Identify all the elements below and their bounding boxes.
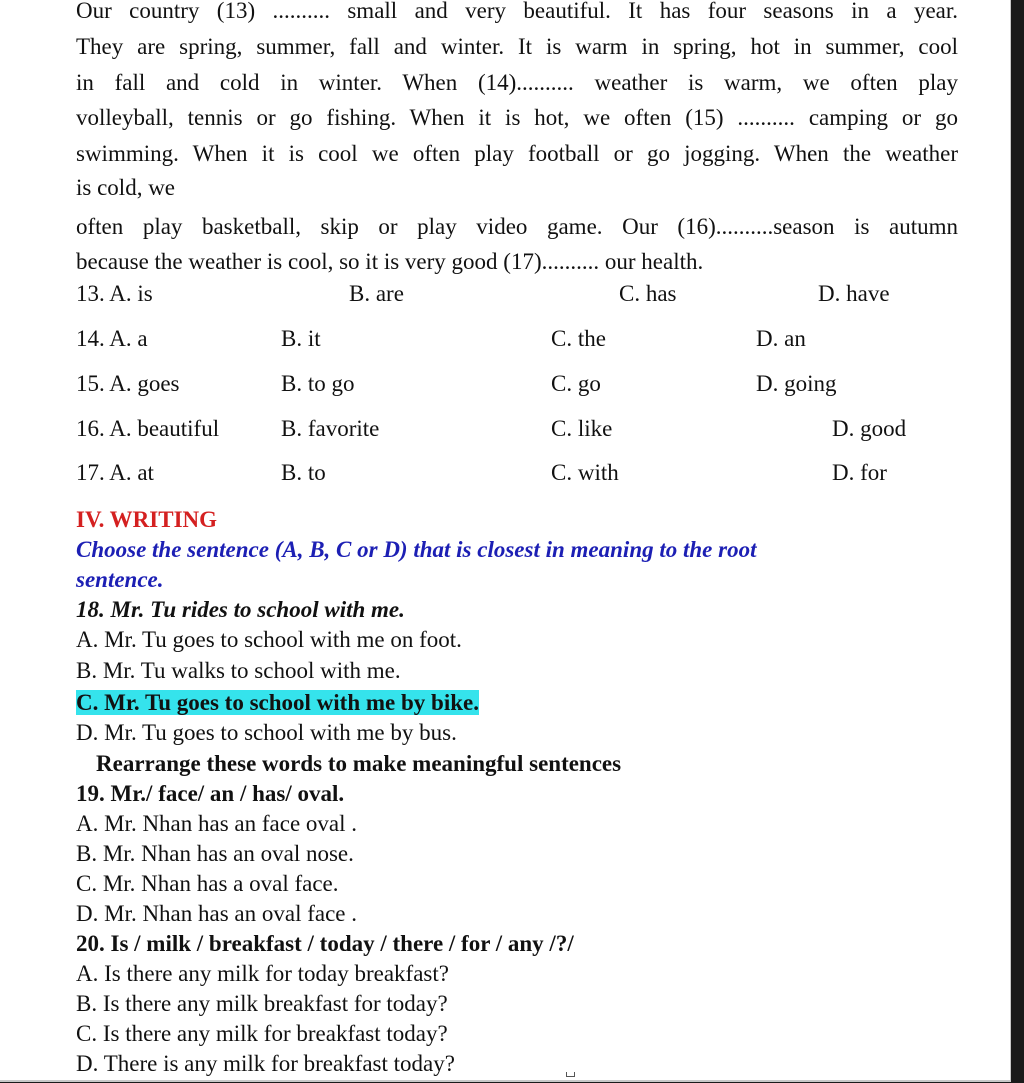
- passage-line-7: often play basketball, skip or play video game. Our (16)..........season is autumn: [76, 214, 958, 239]
- q17-option-c: C. with: [551, 460, 619, 485]
- q20-option-a: A. Is there any milk for today breakfast?: [76, 961, 449, 986]
- q19-option-a: A. Mr. Nhan has an face oval .: [76, 811, 358, 836]
- passage-line-5: swimming. When it is cool we often play football or go jogging. When the weather: [76, 141, 958, 166]
- q18-option-b: B. Mr. Tu walks to school with me.: [76, 658, 401, 683]
- q17-option-d: D. for: [832, 460, 887, 485]
- q13-option-c: C. has: [619, 281, 677, 306]
- q16-option-a: 16. A. beautiful: [76, 416, 220, 441]
- q13-option-b: B. are: [349, 281, 404, 306]
- q17-option-b: B. to: [281, 460, 326, 485]
- passage-line-3: in fall and cold in winter. When (14).......... weather is warm, we often play: [76, 70, 958, 95]
- q20-option-b: B. Is there any milk breakfast for today?: [76, 991, 448, 1016]
- q19-option-d: D. Mr. Nhan has an oval face .: [76, 901, 358, 926]
- text-cursor-mark: [566, 1072, 575, 1077]
- q17-option-a: 17. A. at: [76, 460, 154, 485]
- passage-line-6: is cold, we: [76, 175, 176, 200]
- instruction-line-2: sentence.: [76, 567, 164, 592]
- q14-option-d: D. an: [756, 326, 806, 351]
- q13-option-d: D. have: [818, 281, 890, 306]
- passage-line-8: because the weather is cool, so it is very good (17).......... our health.: [76, 249, 704, 274]
- q15-option-a: 15. A. goes: [76, 371, 180, 396]
- q14-option-a: 14. A. a: [76, 326, 148, 351]
- q20-stem: 20. Is / milk / breakfast / today / there / for / any /?/: [76, 931, 574, 956]
- q19-option-b: B. Mr. Nhan has an oval nose.: [76, 841, 354, 866]
- q15-option-d: D. going: [756, 371, 837, 396]
- instruction-line-1: Choose the sentence (A, B, C or D) that is closest in meaning to the root: [76, 537, 757, 562]
- q13-option-a: 13. A. is: [76, 281, 153, 306]
- section-heading-writing: IV. WRITING: [76, 507, 218, 532]
- q16-option-b: B. favorite: [281, 416, 380, 441]
- q15-option-b: B. to go: [281, 371, 355, 396]
- q16-option-d: D. good: [832, 416, 907, 441]
- passage-line-4: volleyball, tennis or go fishing. When it is hot, we often (15) .......... camping or go: [76, 105, 958, 130]
- q18-stem: 18. Mr. Tu rides to school with me.: [76, 597, 405, 622]
- q19-stem: 19. Mr./ face/ an / has/ oval.: [76, 781, 345, 806]
- rearrange-title: Rearrange these words to make meaningful sentences: [96, 751, 622, 776]
- answer-highlight: C. Mr. Tu goes to school with me by bike.: [76, 690, 479, 715]
- q14-option-b: B. it: [281, 326, 321, 351]
- q15-option-c: C. go: [551, 371, 601, 396]
- q14-option-c: C. the: [551, 326, 606, 351]
- q16-option-c: C. like: [551, 416, 613, 441]
- q18-option-c-highlighted: [76, 688, 479, 718]
- q18-option-d: D. Mr. Tu goes to school with me by bus.: [76, 720, 457, 745]
- passage-line-2: They are spring, summer, fall and winter. It is warm in spring, hot in summer, cool: [76, 34, 958, 59]
- passage-line-1: Our country (13) .......... small and very beautiful. It has four seasons in a year.: [76, 0, 958, 23]
- q20-option-c: C. Is there any milk for breakfast today?: [76, 1021, 448, 1046]
- q19-option-c: C. Mr. Nhan has a oval face.: [76, 871, 339, 896]
- q20-option-d: D. There is any milk for breakfast today?: [76, 1051, 455, 1076]
- q18-option-a: A. Mr. Tu goes to school with me on foot.: [76, 627, 462, 652]
